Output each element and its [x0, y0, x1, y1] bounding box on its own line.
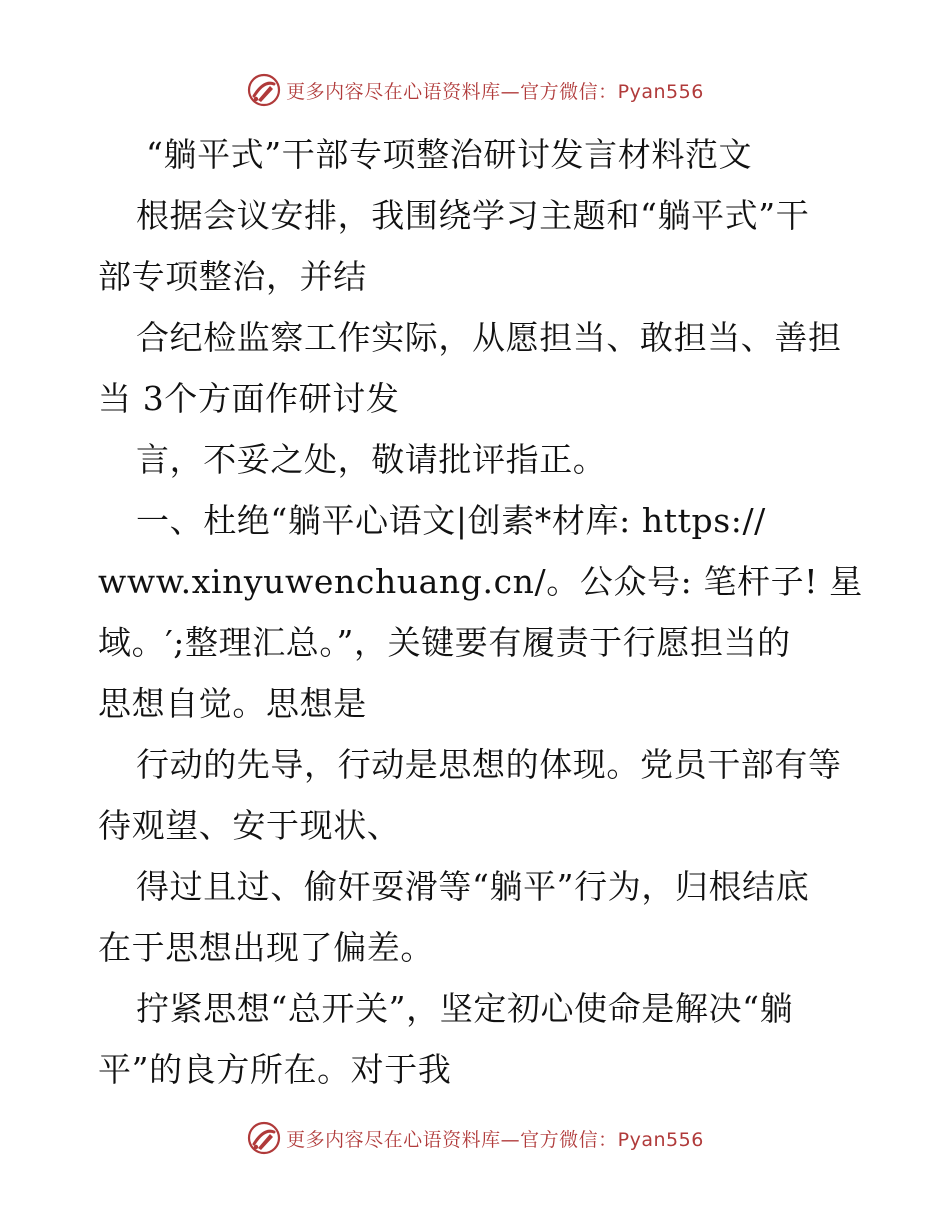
paragraph-line: 思想自觉。思想是 [98, 684, 367, 723]
paragraph-line: 在于思想出现了偏差。 [98, 928, 434, 967]
paragraph-line: 部专项整治，并结 [98, 257, 367, 296]
paragraph-line: 得过且过、偷奸耍滑等“躺平”行为，归根结底 [136, 867, 810, 906]
paragraph-line: 待观望、安于现状、 [98, 806, 401, 845]
footer-banner-text: 更多内容尽在心语资料库—官方微信：Pyan556 [286, 1128, 704, 1151]
paragraph-line: 平”的良方所在。对于我 [98, 1050, 452, 1089]
document-body [98, 124, 863, 1100]
paragraph-line: 当 3个方面作研讨发 [98, 379, 400, 418]
header-banner [0, 70, 950, 110]
paragraph-line: 根据会议安排，我围绕学习主题和“躺平式”干 [136, 196, 810, 235]
paragraph-line: 拧紧思想“总开关”，坚定初心使命是解决“躺 [136, 989, 794, 1028]
paragraph-line: 域。′;整理汇总。”，关键要有履责于行愿担当的 [98, 623, 791, 662]
paragraph-line: 言，不妥之处，敬请批评指正。 [136, 440, 607, 479]
paragraph-line: 一、杜绝“躺平心语文|创素*材库: https:// [136, 501, 766, 540]
paragraph-line: www.xinyuwenchuang.cn/。公众号: 笔杆子! 星 [98, 562, 863, 601]
header-banner-text: 更多内容尽在心语资料库—官方微信：Pyan556 [286, 80, 704, 103]
paragraph-line: 合纪检监察工作实际，从愿担当、敢担当、善担 [136, 318, 842, 357]
pen-logo-icon [246, 72, 282, 108]
pen-logo-icon [246, 1120, 282, 1156]
paragraph-line: 行动的先导，行动是思想的体现。党员干部有等 [136, 745, 842, 784]
document-title: “躺平式”干部专项整治研讨发言材料范文 [146, 135, 753, 174]
footer-banner [0, 1118, 950, 1158]
